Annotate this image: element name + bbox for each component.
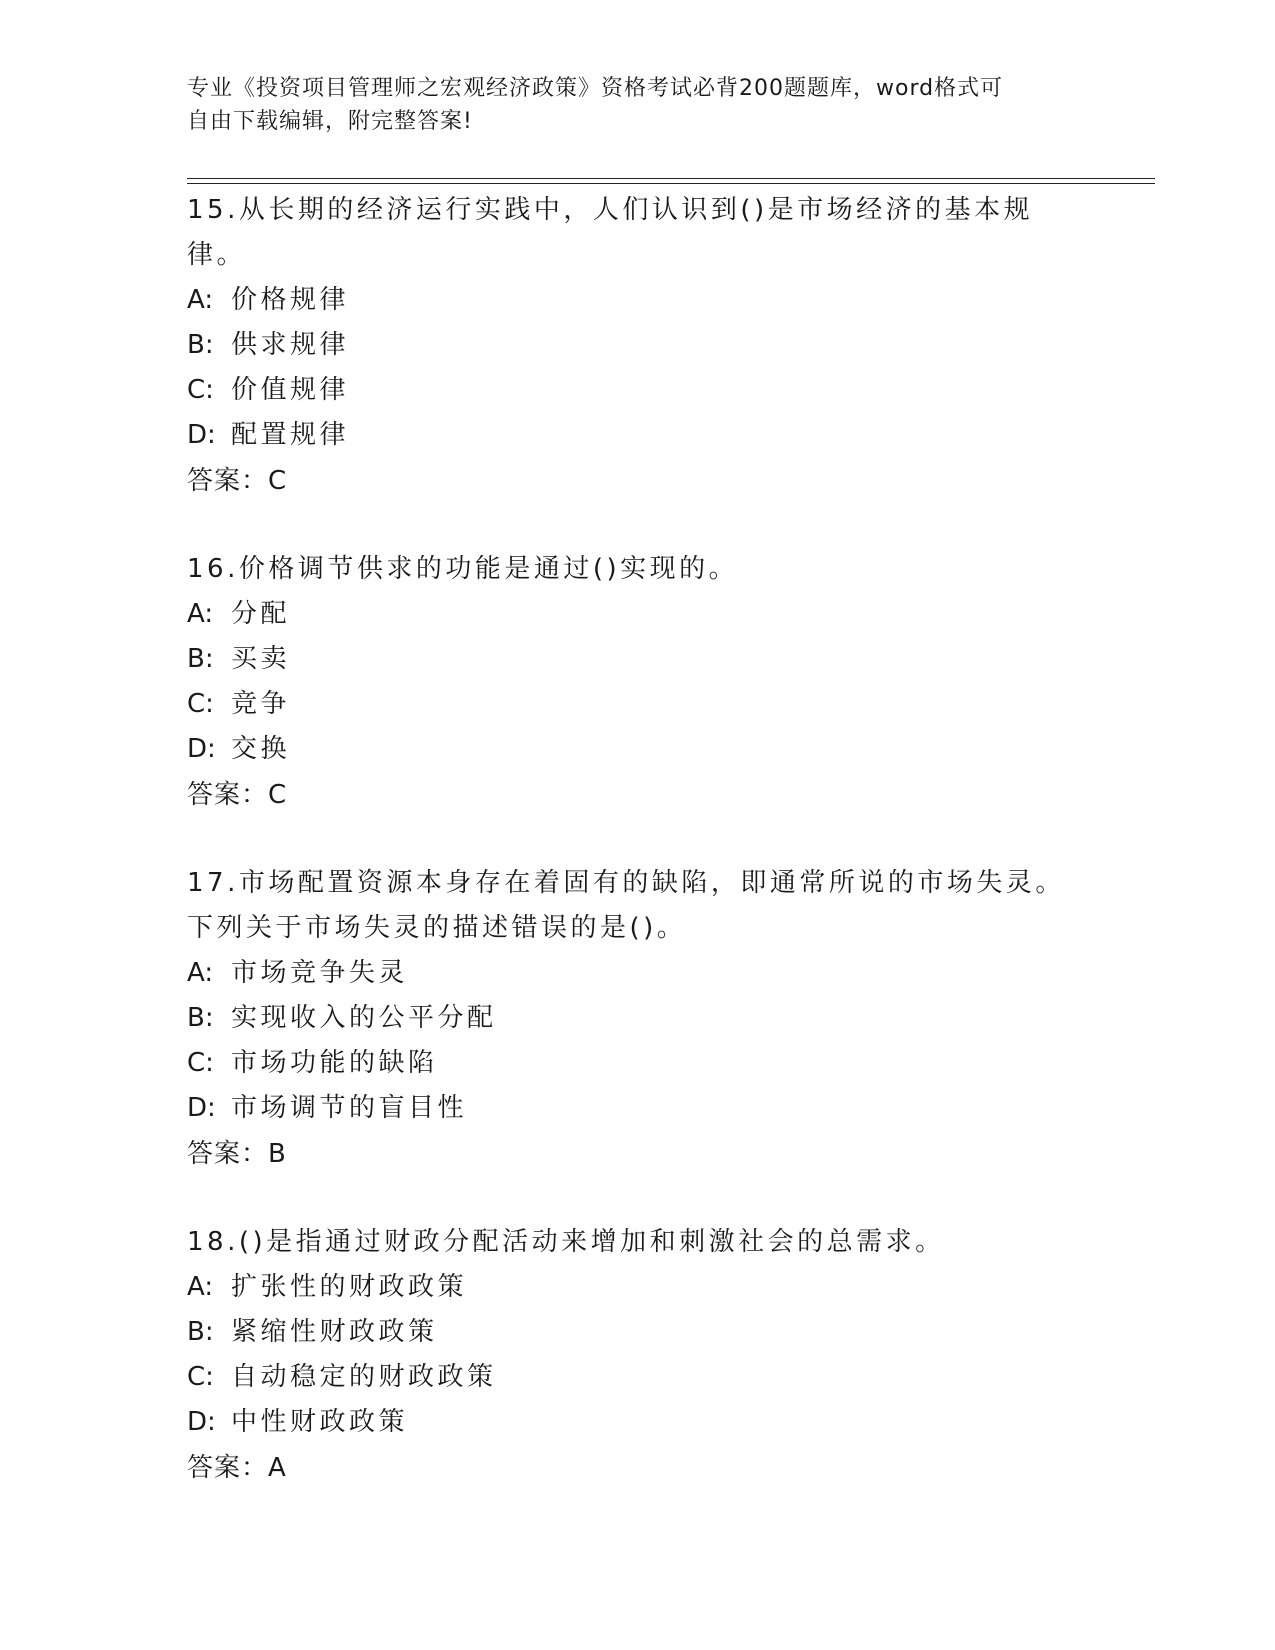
question-stem: 18.()是指通过财政分配活动来增加和刺激社会的总需求。 <box>187 1227 945 1257</box>
question-list <box>187 188 1087 1534</box>
question-stem: 15.从长期的经济运行实践中，人们认识到()是市场经济的基本规律。 <box>187 195 1034 270</box>
option-text: 实现收入的公平分配 <box>231 1003 497 1033</box>
option-letter: C: <box>187 689 214 719</box>
option-text: 价格规律 <box>231 285 350 315</box>
option-text: 紧缩性财政政策 <box>231 1317 438 1347</box>
option-letter: B: <box>187 644 214 674</box>
option-letter: B: <box>187 1317 214 1347</box>
option-letter: B: <box>187 330 214 360</box>
question-stem: 16.价格调节供求的功能是通过()实现的。 <box>187 554 739 584</box>
option-letter: D: <box>187 420 216 450</box>
option-letter: D: <box>187 1407 216 1437</box>
header-title-line-2: 自由下载编辑，附完整答案! <box>187 109 473 134</box>
option-letter: A: <box>187 958 214 988</box>
header-divider-bottom <box>187 183 1155 184</box>
option-a <box>187 278 1087 323</box>
option-text: 价值规律 <box>231 375 350 405</box>
option-d <box>187 727 1087 772</box>
option-letter: D: <box>187 734 216 764</box>
option-c <box>187 1355 1087 1400</box>
option-d <box>187 1400 1087 1445</box>
header-title-line-1: 专业《投资项目管理师之宏观经济政策》资格考试必背200题题库，word格式可 <box>187 76 1004 101</box>
option-c <box>187 368 1087 413</box>
option-text: 分配 <box>231 599 291 629</box>
option-d <box>187 1086 1087 1131</box>
option-text: 竞争 <box>231 689 291 719</box>
question-15 <box>187 188 1087 504</box>
option-text: 自动稳定的财政政策 <box>231 1362 497 1392</box>
option-text: 扩张性的财政政策 <box>231 1272 468 1302</box>
answer-line: 答案：A <box>187 1453 287 1483</box>
option-a <box>187 1265 1087 1310</box>
option-letter: A: <box>187 599 214 629</box>
answer-line: 答案：C <box>187 466 288 496</box>
question-17 <box>187 861 1087 1177</box>
question-16 <box>187 547 1087 818</box>
option-letter: B: <box>187 1003 214 1033</box>
option-letter: A: <box>187 285 214 315</box>
option-a <box>187 592 1087 637</box>
option-b <box>187 637 1087 682</box>
option-text: 交换 <box>231 734 291 764</box>
answer-line: 答案：C <box>187 780 288 810</box>
question-18 <box>187 1220 1087 1491</box>
option-c <box>187 682 1087 727</box>
option-text: 中性财政政策 <box>231 1407 409 1437</box>
option-text: 配置规律 <box>231 420 350 450</box>
option-letter: D: <box>187 1093 216 1123</box>
option-letter: A: <box>187 1272 214 1302</box>
option-b <box>187 323 1087 368</box>
option-letter: C: <box>187 1048 214 1078</box>
option-b <box>187 1310 1087 1355</box>
header-divider-top <box>187 178 1155 179</box>
option-a <box>187 951 1087 996</box>
option-text: 供求规律 <box>231 330 350 360</box>
option-text: 市场调节的盲目性 <box>231 1093 468 1123</box>
option-c <box>187 1041 1087 1086</box>
question-stem: 17.市场配置资源本身存在着固有的缺陷，即通常所说的市场失灵。下列关于市场失灵的描述错误的是()。 <box>187 868 1065 943</box>
option-text: 买卖 <box>231 644 291 674</box>
option-letter: C: <box>187 1362 214 1392</box>
option-text: 市场竞争失灵 <box>231 958 409 988</box>
option-letter: C: <box>187 375 214 405</box>
option-text: 市场功能的缺陷 <box>231 1048 438 1078</box>
document-header <box>187 72 1067 138</box>
option-d <box>187 413 1087 458</box>
option-b <box>187 996 1087 1041</box>
answer-line: 答案：B <box>187 1139 287 1169</box>
